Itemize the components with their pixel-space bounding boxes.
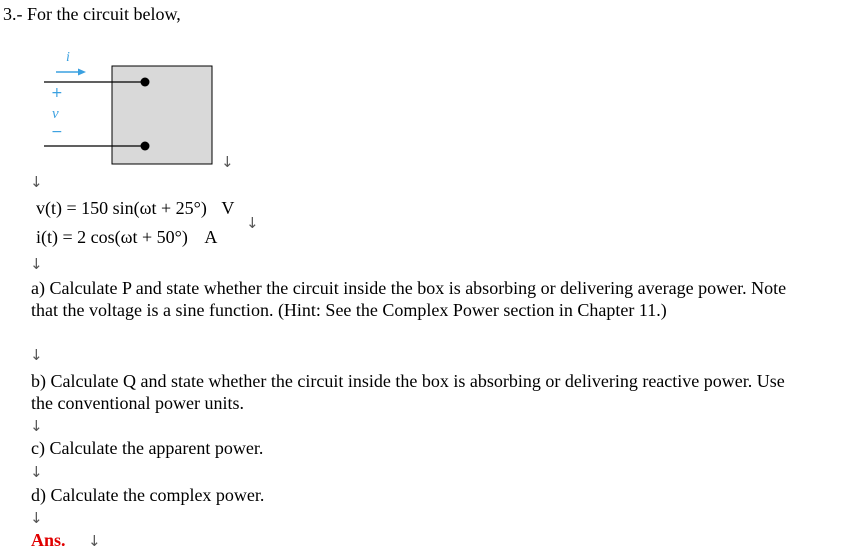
voltage-expression: v(t) = 150 sin(ωt + 25°) (36, 198, 207, 218)
return-mark: ↓ (30, 173, 43, 191)
voltage-plus-label: + (51, 85, 63, 101)
voltage-minus-label: − (51, 124, 63, 140)
current-equation (36, 226, 217, 248)
part-a-text: a) Calculate P and state whether the circuit inside the box is absorbing or delivering average power. Note that the voltage is a sine function. (Hint: See the Complex Power section in Chapter 11.) (31, 278, 787, 320)
top-terminal (141, 78, 150, 87)
voltage-label: v (52, 106, 59, 122)
voltage-equation (36, 197, 234, 219)
bottom-terminal (141, 142, 150, 151)
part-b-text: b) Calculate Q and state whether the circuit inside the box is absorbing or delivering reactive power. Use the conventional power units. (31, 371, 785, 413)
return-mark: ↓ (88, 532, 101, 550)
current-unit: A (204, 227, 218, 247)
circuit-box (112, 66, 212, 164)
return-mark: ↓ (30, 255, 43, 273)
return-mark: ↓ (30, 417, 43, 435)
return-mark: ↓ (30, 463, 43, 481)
current-expression: i(t) = 2 cos(ωt + 50°) (36, 227, 188, 247)
problem-intro: For the circuit below, (27, 4, 181, 24)
return-mark: ↓ (30, 509, 43, 527)
part-d-text: d) Calculate the complex power. (31, 485, 265, 505)
current-arrowhead (78, 69, 86, 76)
current-label: i (66, 50, 70, 65)
return-mark: ↓ (246, 214, 259, 232)
return-mark: ↓ (30, 346, 43, 364)
return-mark: ↓ (221, 153, 234, 171)
answer-label: Ans. (31, 530, 66, 550)
part-c-text: c) Calculate the apparent power. (31, 438, 264, 458)
voltage-unit: V (221, 198, 235, 218)
problem-number: 3.- (3, 4, 23, 24)
